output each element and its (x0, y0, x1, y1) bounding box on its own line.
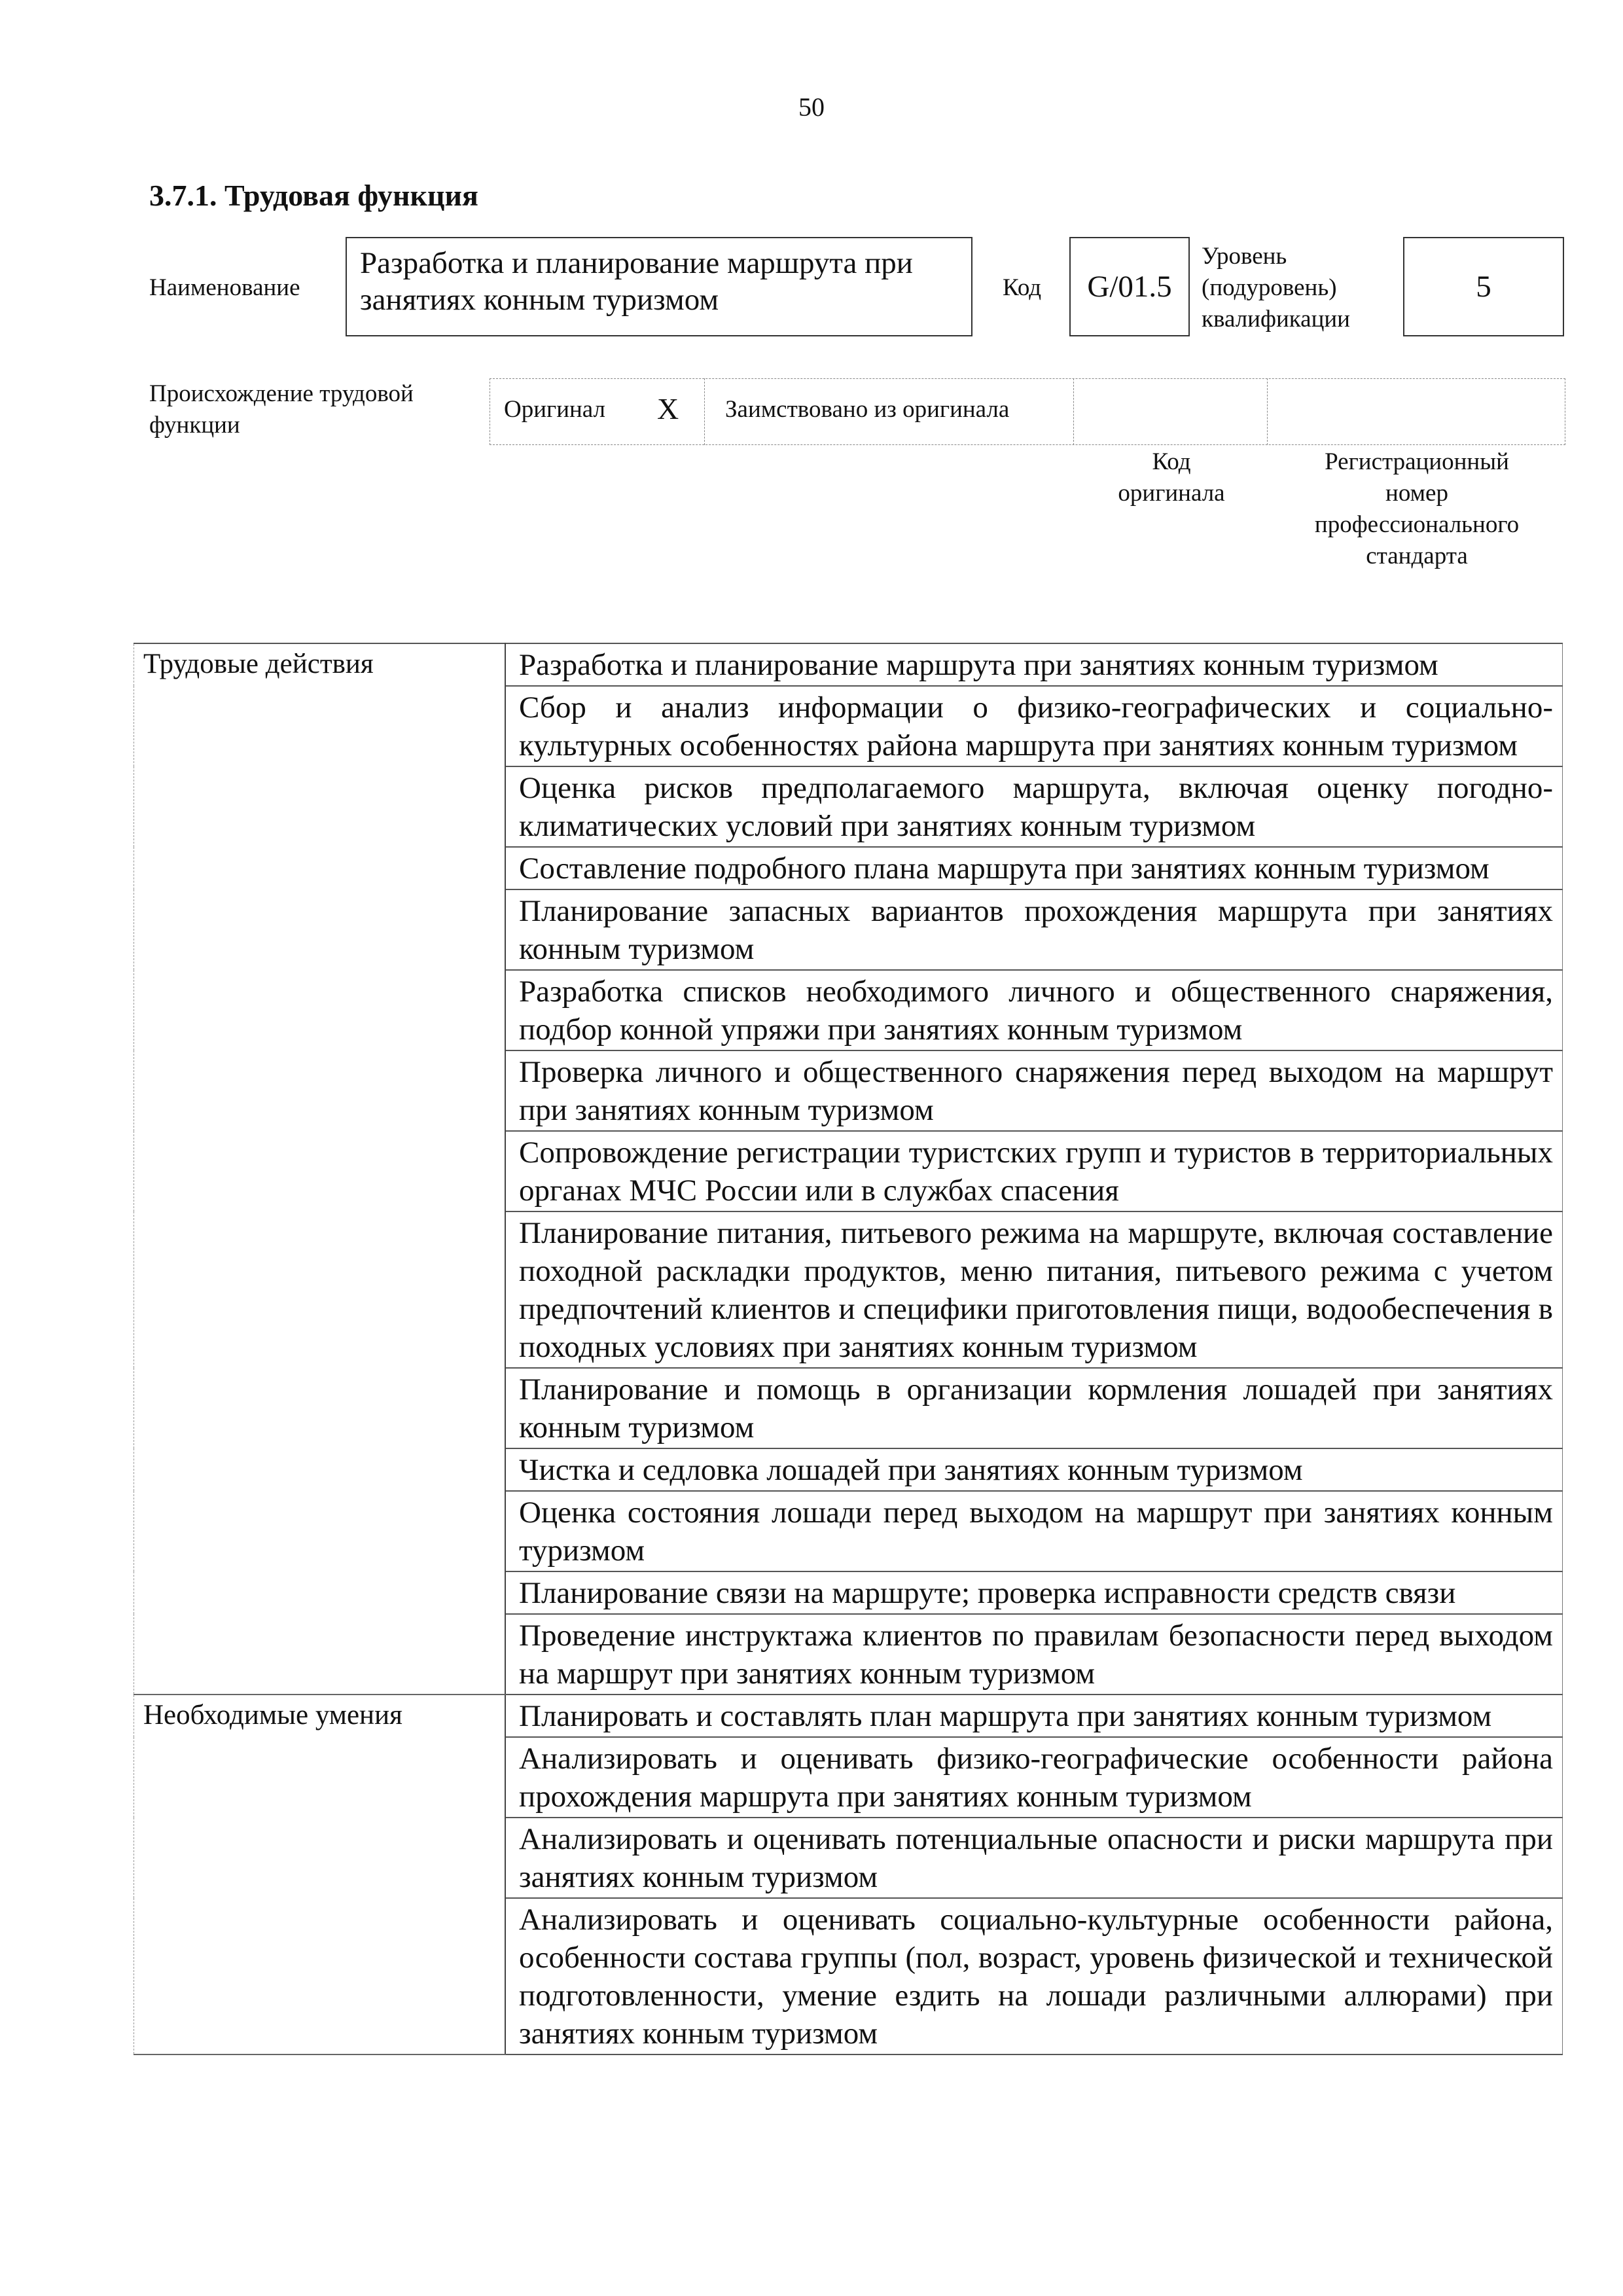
origin-divider-3 (1267, 378, 1268, 445)
code-original-caption-line-1: Код (1152, 448, 1191, 475)
origin-divider-2 (1073, 378, 1074, 445)
labor-action-item: Сбор и анализ информации о физико-географических и социально-культурных особенностях района маршрута при занятиях конным туризмом (505, 686, 1563, 766)
labor-action-item: Планирование питания, питьевого режима на маршруте, включая составление походной раскладки продуктов, меню питания, питьевого режима с учетом предпочтений клиентов и специфики приготовления пищи, водообеспечения в походных условиях при занятиях конным туризмом (505, 1211, 1563, 1368)
name-value: Разработка и планирование маршрута при занятиях конным туризмом (346, 237, 972, 336)
labor-action-item: Составление подробного плана маршрута при занятиях конным туризмом (505, 847, 1563, 889)
origin-divider-1 (704, 378, 705, 445)
page-number: 50 (798, 92, 825, 122)
registration-caption-line-2: номер (1385, 480, 1448, 507)
labor-action-item: Разработка и планирование маршрута при занятиях конным туризмом (505, 643, 1563, 686)
level-value: 5 (1403, 237, 1564, 336)
skill-item: Анализировать и оценивать потенциальные опасности и риски маршрута при занятиях конным туризмом (505, 1818, 1563, 1898)
labor-action-item: Планирование связи на маршруте; проверка исправности средств связи (505, 1571, 1563, 1614)
registration-caption-line-4: стандарта (1366, 543, 1468, 569)
code-original-caption-line-2: оригинала (1118, 480, 1225, 507)
registration-caption (1270, 446, 1564, 572)
code-label: Код (1003, 274, 1042, 301)
origin-label: Происхождение трудовой функции (149, 380, 414, 439)
labor-action-item: Проведение инструктажа клиентов по правилам безопасности перед выходом на маршрут при занятиях конным туризмом (505, 1614, 1563, 1695)
original-label: Оригинал (504, 396, 606, 423)
labor-action-item: Планирование и помощь в организации кормления лошадей при занятиях конным туризмом (505, 1368, 1563, 1448)
required-skills-label: Необходимые умения (134, 1695, 506, 2054)
level-label-line-3: квалификации (1202, 306, 1350, 332)
origin-frame (490, 378, 1565, 445)
skill-item: Анализировать и оценивать физико-географические особенности района прохождения маршрута при занятиях конным туризмом (505, 1737, 1563, 1818)
labor-action-item: Оценка состояния лошади перед выходом на маршрут при занятиях конным туризмом (505, 1491, 1563, 1571)
labor-action-item: Планирование запасных вариантов прохождения маршрута при занятиях конным туризмом (505, 889, 1563, 970)
name-label: Наименование (149, 274, 300, 301)
labor-action-item: Разработка списков необходимого личного и общественного снаряжения, подбор конной упряжи при занятиях конным туризмом (505, 970, 1563, 1050)
labor-action-item: Чистка и седловка лошадей при занятиях конным туризмом (505, 1448, 1563, 1491)
labor-action-item: Оценка рисков предполагаемого маршрута, включая оценку погодно-климатических условий при занятиях конным туризмом (505, 766, 1563, 847)
table-row (134, 1695, 1563, 1737)
skill-item: Анализировать и оценивать социально-культурные особенности района, особенности состава группы (пол, возраст, уровень физической и технической подготовленности, умение ездить на лошади различными аллюрами) при занятиях конным туризмом (505, 1898, 1563, 2054)
labor-action-item: Проверка личного и общественного снаряжения перед выходом на маршрут при занятиях конным туризмом (505, 1050, 1563, 1131)
functions-table (134, 643, 1563, 2055)
code-original-caption (1086, 446, 1257, 509)
labor-action-item: Сопровождение регистрации туристских групп и туристов в территориальных органах МЧС России или в службах спасения (505, 1131, 1563, 1211)
level-label-line-2: (подуровень) (1202, 274, 1337, 301)
skill-item: Планировать и составлять план маршрута при занятиях конным туризмом (505, 1695, 1563, 1737)
borrowed-label: Заимствовано из оригинала (725, 396, 1010, 423)
section-title: 3.7.1. Трудовая функция (149, 179, 478, 212)
code-value: G/01.5 (1069, 237, 1190, 336)
registration-caption-line-3: профессионального (1314, 511, 1520, 538)
labor-actions-label: Трудовые действия (134, 643, 506, 1695)
table-row (134, 643, 1563, 686)
original-mark: X (657, 392, 679, 425)
level-label-line-1: Уровень (1202, 243, 1287, 270)
level-label (1202, 241, 1350, 335)
registration-caption-line-1: Регистрационный (1325, 448, 1509, 475)
